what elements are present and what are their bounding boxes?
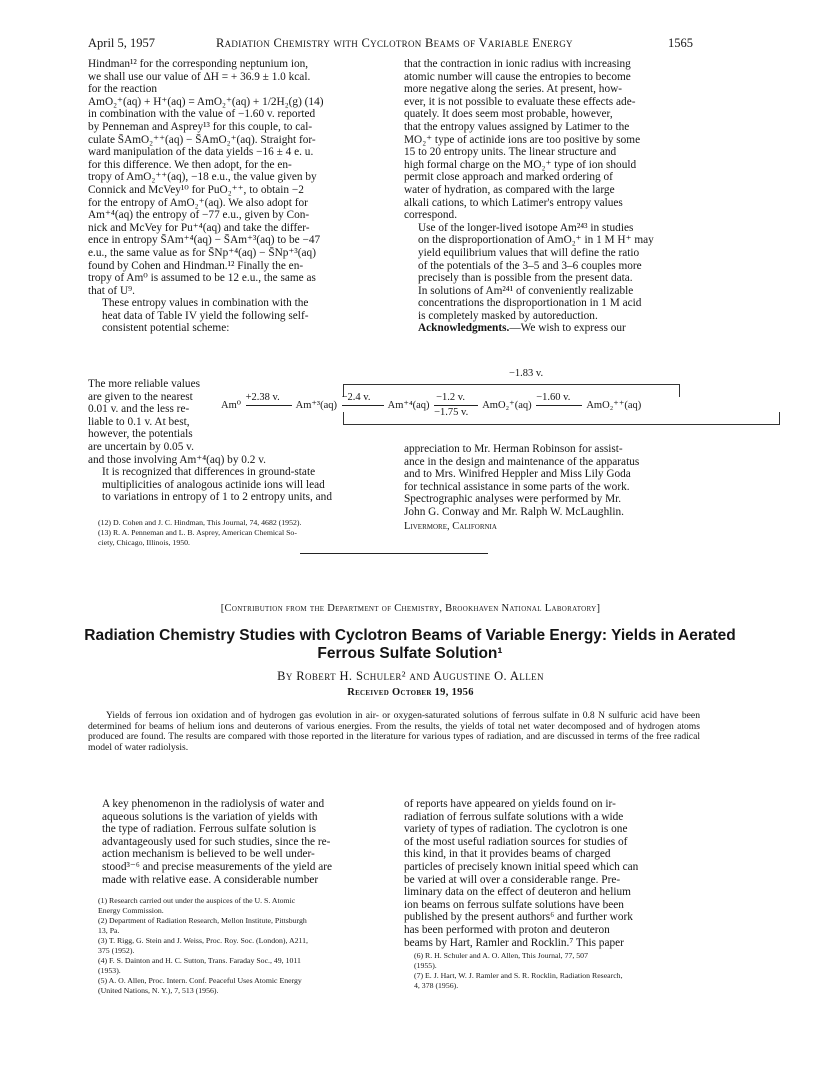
text-line: nick and McVey for Pu⁺⁴(aq) and take the differ- bbox=[88, 221, 310, 234]
text-line: (13) R. A. Penneman and L. B. Asprey, American Chemical So- bbox=[98, 528, 297, 537]
text-line: (12) D. Cohen and J. C. Hindman, This Journal, 74, 4682 (1952). bbox=[98, 518, 302, 527]
text-line: MO₂⁺ type of actinide ions are too positive by some bbox=[404, 133, 641, 146]
top-right-lower-para bbox=[404, 443, 704, 519]
header-page-number: 1565 bbox=[668, 36, 693, 50]
text-line: to variations in entropy of 1 to 2 entropy units, and bbox=[102, 491, 332, 504]
text-line: we shall use our value of ΔH = + 36.9 ± 1.0 kcal. bbox=[88, 70, 311, 83]
text-line: ance in the design and maintenance of the apparatus bbox=[404, 455, 640, 468]
header-running-title: Radiation Chemistry with Cyclotron Beams of Variable Energy bbox=[216, 36, 573, 50]
text-line: multiplicities of analogous actinide ions will lead bbox=[102, 478, 325, 491]
scheme-over-label: −1.83 v. bbox=[509, 368, 544, 379]
text-line: Am⁺⁴(aq) the entropy of −77 e.u., given by Con- bbox=[88, 209, 310, 222]
top-right-para2 bbox=[404, 222, 704, 323]
text-line: precisely than is possible from the present data. bbox=[418, 272, 633, 285]
text-line: quately. It does seem most probable, however, bbox=[404, 108, 613, 121]
text-line: ence in entropy S̄Am⁺⁴(aq) − S̄Am⁺³(aq) to be −47 bbox=[88, 234, 321, 247]
text-line: Spectrographic analyses were performed by Mr. bbox=[404, 493, 622, 506]
bottom-right-footnotes bbox=[404, 951, 704, 991]
text-line: ward manipulation of the data yields −16 ± 4 e. u. bbox=[88, 146, 314, 159]
text-line: (1953). bbox=[98, 966, 121, 976]
text-line: for technical assistance in some parts of the work. bbox=[404, 480, 630, 493]
scheme-am0: Am⁰ bbox=[221, 400, 241, 411]
text-line: made with relative ease. A considerable number bbox=[102, 873, 319, 886]
text-line: that the entropy values assigned by Latimer to the bbox=[404, 120, 630, 133]
text-line: These entropy values in combination with the bbox=[102, 297, 309, 310]
abstract bbox=[88, 711, 700, 753]
text-line: (3) T. Rigg, G. Stein and J. Weiss, Proc. Roy. Soc. (London), A211, bbox=[98, 936, 308, 946]
text-line: John G. Conway and Mr. Ralph W. McLaughlin. bbox=[404, 505, 624, 518]
scheme-v2: −2.4 v. bbox=[341, 392, 371, 404]
text-line: (7) E. J. Hart, W. J. Ramler and S. R. Rocklin, Radiation Research, bbox=[414, 971, 623, 981]
top-left-column bbox=[88, 58, 388, 548]
text-line: are uncertain by 0.05 v. bbox=[88, 441, 194, 454]
scheme-v3a: −1.2 v. bbox=[436, 392, 466, 404]
text-line: tropy of Am⁰ is assumed to be 12 e.u., the same as bbox=[88, 272, 316, 285]
text-line: particles of precisely known initial speed which can bbox=[404, 860, 639, 873]
bottom-left-para bbox=[88, 798, 388, 886]
text-line: ciety, Chicago, Illinois, 1950. bbox=[98, 538, 190, 547]
ack-head: Acknowledgments. bbox=[418, 322, 510, 335]
contribution-line: [Contribution from the Department of Chemistry, Brookhaven National Laboratory] bbox=[220, 603, 601, 614]
text-line: appreciation to Mr. Herman Robinson for assist- bbox=[404, 443, 623, 455]
top-right-column bbox=[404, 58, 704, 335]
text-line: published by the present authors⁶ and further work bbox=[404, 911, 633, 924]
scheme-v1: +2.38 v. bbox=[245, 392, 280, 404]
text-line: and to Mrs. Winifred Heppler and Miss Lily Goda bbox=[404, 468, 631, 481]
text-line: of the most useful radiation sources for studies of bbox=[404, 835, 628, 848]
bottom-right-column bbox=[404, 798, 704, 991]
text-line: Use of the longer-lived isotope Am²⁴³ in studies bbox=[418, 221, 634, 234]
text-line: heat data of Table IV yield the following self- bbox=[102, 309, 309, 322]
text-line: (2) Department of Radiation Research, Mellon Institute, Pittsburgh bbox=[98, 916, 307, 926]
text-line: (United Nations, N. Y.), 7, 513 (1956). bbox=[98, 986, 219, 996]
text-line: correspond. bbox=[404, 209, 458, 222]
text-line: action mechanism is believed to be well under- bbox=[102, 848, 315, 861]
text-line: Hindman¹² for the corresponding neptunium ion, bbox=[88, 58, 309, 70]
text-line: in combination with the value of −1.60 v. reported bbox=[88, 108, 316, 121]
text-line: yield equilibrium values that will define the ratio bbox=[418, 246, 640, 259]
article-title: Radiation Chemistry Studies with Cyclotron Beams of Variable Energy: Yields in Aerated Ferrous Sulfate Solution¹ bbox=[84, 627, 736, 662]
text-line: for this difference. We then adopt, for the en- bbox=[88, 158, 292, 171]
text-line: e.u., the same value as for S̄Np⁺⁴(aq) − S̄Np⁺³(aq) bbox=[88, 246, 316, 259]
ack-text: —We wish to express our bbox=[509, 322, 626, 335]
text-line: 15 to 20 entropy units. The linear structure and bbox=[404, 146, 617, 159]
text-line: beams by Hart, Ramler and Rocklin.⁷ This paper bbox=[404, 936, 624, 949]
scheme-v3b: −1.75 v. bbox=[434, 407, 469, 419]
text-line: atomic number will cause the entropies to become bbox=[404, 70, 631, 83]
text-line: that the contraction in ionic radius with increasing bbox=[404, 58, 631, 70]
text-line: It is recognized that differences in ground-state bbox=[102, 466, 316, 479]
text-line: water of hydration, as compared with the large bbox=[404, 183, 615, 196]
text-line: this kind, in that it provides beams of charged bbox=[404, 848, 611, 861]
text-line: ever, it is not possible to evaluate these effects ade- bbox=[404, 95, 636, 108]
text-line: Energy Commission. bbox=[98, 906, 164, 916]
scheme-am3: Am⁺³(aq) bbox=[295, 400, 337, 411]
text-line: of the potentials of the 3–5 and 3–6 couples more bbox=[418, 259, 642, 272]
text-line: 375 (1952). bbox=[98, 946, 135, 956]
section-divider bbox=[300, 553, 488, 554]
text-line: the type of radiation. Ferrous sulfate solution is bbox=[102, 823, 316, 836]
text-line: is completely masked by autoreduction. bbox=[418, 309, 598, 322]
scheme-amo2: AmO₂⁺(aq) bbox=[482, 400, 532, 411]
text-line: permit close approach and marked ordering of bbox=[404, 171, 613, 184]
text-line: by Penneman and Asprey¹³ for this couple, to cal- bbox=[88, 120, 313, 133]
scheme-v4: −1.60 v. bbox=[536, 392, 571, 404]
text-line: In solutions of Am²⁴¹ of conveniently realizable bbox=[418, 284, 634, 297]
text-line: alkali cations, to which Latimer's entropy values bbox=[404, 196, 623, 209]
text-line: concentrations the disproportionation in 1 M acid bbox=[418, 297, 642, 310]
text-line: culate S̄AmO₂⁺⁺(aq) − S̄AmO₂⁺(aq). Straight for- bbox=[88, 133, 316, 146]
text-line: aqueous solutions is the variation of yields with bbox=[102, 810, 318, 823]
text-line: 13, Pa. bbox=[98, 926, 120, 936]
bottom-right-para bbox=[404, 798, 704, 949]
text-line: however, the potentials bbox=[88, 428, 193, 441]
abstract-text: Yields of ferrous ion oxidation and of hydrogen gas evolution in air- or oxygen-saturated solutions of ferrous sulfate in 0.8 N sulfuric acid have been determined for beams of helium ions and deuterons of various energies. From the results, the yields of total net water decomposed and of hydrogen atoms produced are found. The results are compared with those reported in the literature for various types of radiation, and are discussed in terms of the free radical model of water radiolysis. bbox=[88, 710, 700, 753]
top-right-lower bbox=[404, 443, 704, 533]
text-line: liminary data on the effect of deuteron and helium bbox=[404, 886, 631, 899]
text-line: radiation of ferrous sulfate solutions with a wide bbox=[404, 810, 624, 823]
top-left-footnotes bbox=[88, 518, 388, 548]
text-line: for the reaction bbox=[88, 83, 158, 96]
text-line: A key phenomenon in the radiolysis of water and bbox=[102, 798, 325, 810]
top-right-para1 bbox=[404, 58, 704, 222]
scheme-amo22: AmO₂⁺⁺(aq) bbox=[586, 400, 642, 411]
scheme-am4: Am⁺⁴(aq) bbox=[387, 400, 430, 411]
article-authors: By Robert H. Schuler² and Augustine O. Allen bbox=[277, 669, 544, 683]
text-line: 0.01 v. and the less re- bbox=[88, 403, 190, 416]
text-line: consistent potential scheme: bbox=[102, 322, 230, 335]
top-left-para4 bbox=[88, 466, 388, 504]
text-line: liable to 0.1 v. At best, bbox=[88, 415, 190, 428]
text-line: that of U⁹. bbox=[88, 284, 135, 297]
bottom-left-column bbox=[88, 798, 388, 996]
received-date: Received October 19, 1956 bbox=[347, 687, 474, 698]
text-line: advantageously used for such studies, since the re- bbox=[102, 835, 331, 848]
scheme-bracket-lower bbox=[343, 412, 780, 425]
bottom-left-footnotes bbox=[88, 896, 388, 996]
text-line: (6) R. H. Schuler and A. O. Allen, This Journal, 77, 507 bbox=[414, 951, 588, 961]
text-line: of reports have appeared on yields found on ir- bbox=[404, 798, 616, 810]
top-left-para1 bbox=[88, 58, 388, 297]
scheme-bracket bbox=[343, 384, 680, 397]
text-line: has been performed with proton and deuteron bbox=[404, 923, 610, 936]
text-line: high formal charge on the MO₂⁺ type of ion should bbox=[404, 158, 637, 171]
text-line: (1) Research carried out under the auspices of the U. S. Atomic bbox=[98, 896, 296, 906]
potential-scheme bbox=[221, 368, 709, 440]
text-line: (1955). bbox=[414, 961, 437, 971]
header-date: April 5, 1957 bbox=[88, 36, 156, 50]
text-line: variety of types of radiation. The cyclotron is one bbox=[404, 823, 628, 836]
text-line: AmO₂⁺(aq) + H⁺(aq) = AmO₂⁺(aq) + 1/2H₂(g) (14) bbox=[88, 95, 324, 108]
text-line: for the entropy of AmO₂⁺(aq). We also adopt for bbox=[88, 196, 308, 209]
text-line: more negative along the series. At present, how- bbox=[404, 83, 623, 96]
text-line: (5) A. O. Allen, Proc. Intern. Conf. Peaceful Uses Atomic Energy bbox=[98, 976, 302, 986]
text-line: are given to the nearest bbox=[88, 390, 193, 403]
signature: Livermore, California bbox=[404, 520, 497, 532]
text-line: stood³⁻⁶ and precise measurements of the yield are bbox=[102, 860, 333, 873]
text-line: and those involving Am⁺⁴(aq) by 0.2 v. bbox=[88, 453, 266, 466]
text-line: Connick and McVey¹⁰ for PuO₂⁺⁺, to obtain −2 bbox=[88, 183, 304, 196]
acknowledgments bbox=[404, 322, 704, 335]
text-line: on the disproportionation of AmO₂⁺ in 1 M H⁺ may bbox=[418, 234, 654, 247]
text-line: (4) F. S. Dainton and H. C. Sutton, Trans. Faraday Soc., 49, 1011 bbox=[98, 956, 301, 966]
text-line: be varied at will over a considerable range. Pre- bbox=[404, 873, 621, 886]
text-line: tropy of AmO₂⁺⁺(aq), −18 e.u., the value given by bbox=[88, 171, 317, 184]
text-line: 4, 378 (1956). bbox=[414, 981, 459, 991]
text-line: ion beams on ferrous sulfate solutions have been bbox=[404, 898, 624, 911]
text-line: found by Cohen and Hindman.¹² Finally the en- bbox=[88, 259, 304, 272]
text-line: The more reliable values bbox=[88, 378, 200, 391]
top-left-para2 bbox=[88, 297, 388, 335]
